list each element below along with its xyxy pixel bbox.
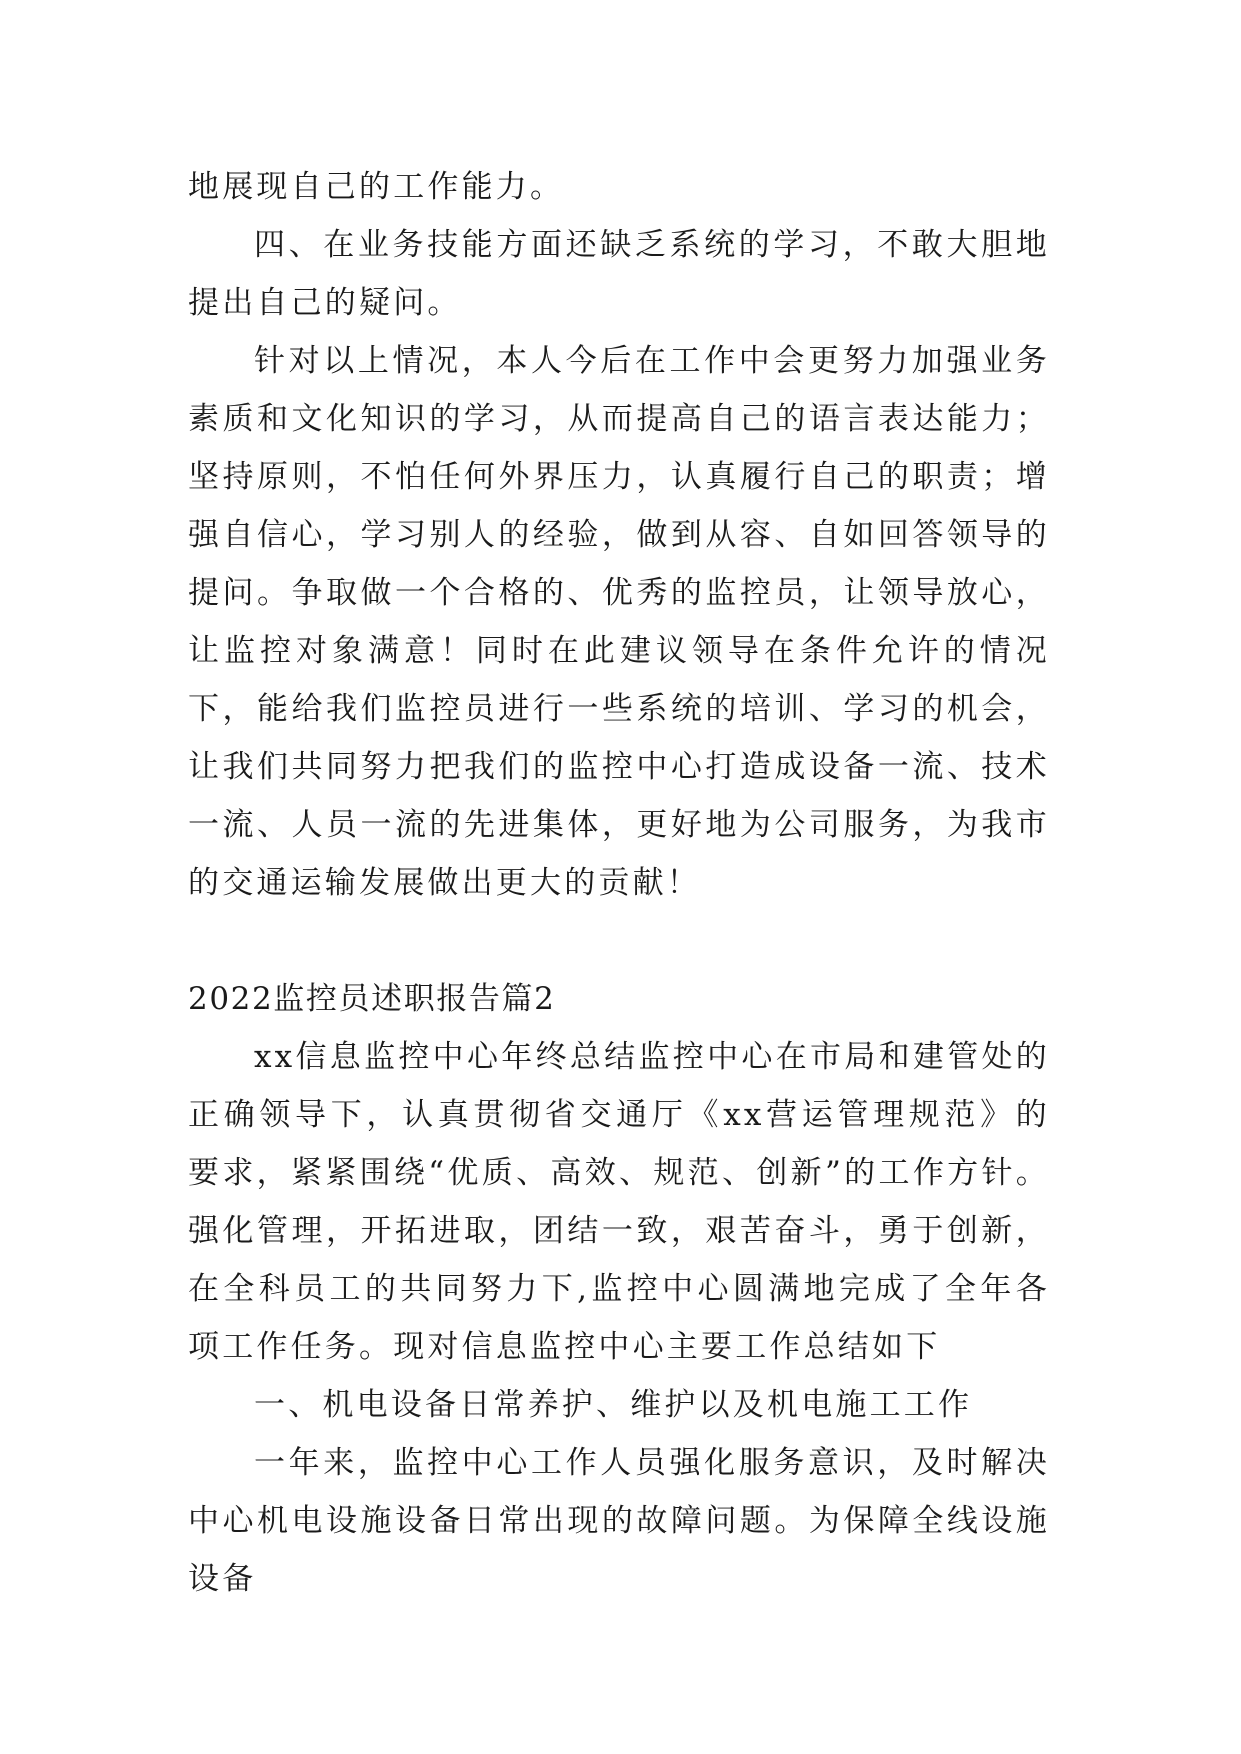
paragraph-maintenance: 一年来，监控中心工作人员强化服务意识，及时解决中心机电设施设备日常出现的故障问题。为保障全线设施设备 <box>188 1445 1050 1597</box>
paragraph-subheading-one: 一、机电设备日常养护、维护以及机电施工工作 <box>254 1387 973 1423</box>
document-body <box>188 158 1050 1608</box>
section-heading: 2022监控员述职报告篇2 <box>188 981 556 1017</box>
paragraph-point-four: 四、在业务技能方面还缺乏系统的学习，不敢大胆地提出自己的疑问。 <box>188 227 1050 321</box>
paragraph-continuation: 地展现自己的工作能力。 <box>188 169 565 205</box>
paragraph-improvement-plan: 针对以上情况，本人今后在工作中会更努力加强业务素质和文化知识的学习，从而提高自己的语言表达能力；坚持原则，不怕任何外界压力，认真履行自己的职责；增强自信心，学习别人的经验，做到从容、自如回答领导的提问。争取做一个合格的、优秀的监控员，让领导放心，让监控对象满意！同时在此建议领导在条件允许的情况下，能给我们监控员进行一些系统的培训、学习的机会，让我们共同努力把我们的监控中心打造成设备一流、技术一流、人员一流的先进集体，更好地为公司服务，为我市的交通运输发展做出更大的贡献！ <box>188 343 1050 901</box>
paragraph-annual-summary: xx信息监控中心年终总结监控中心在市局和建管处的正确领导下，认真贯彻省交通厅《xx营运管理规范》的要求，紧紧围绕“优质、高效、规范、创新”的工作方针。强化管理，开拓进取，团结一致，艰苦奋斗，勇于创新，在全科员工的共同努力下,监控中心圆满地完成了全年各项工作任务。现对信息监控中心主要工作总结如下 <box>188 1039 1050 1365</box>
